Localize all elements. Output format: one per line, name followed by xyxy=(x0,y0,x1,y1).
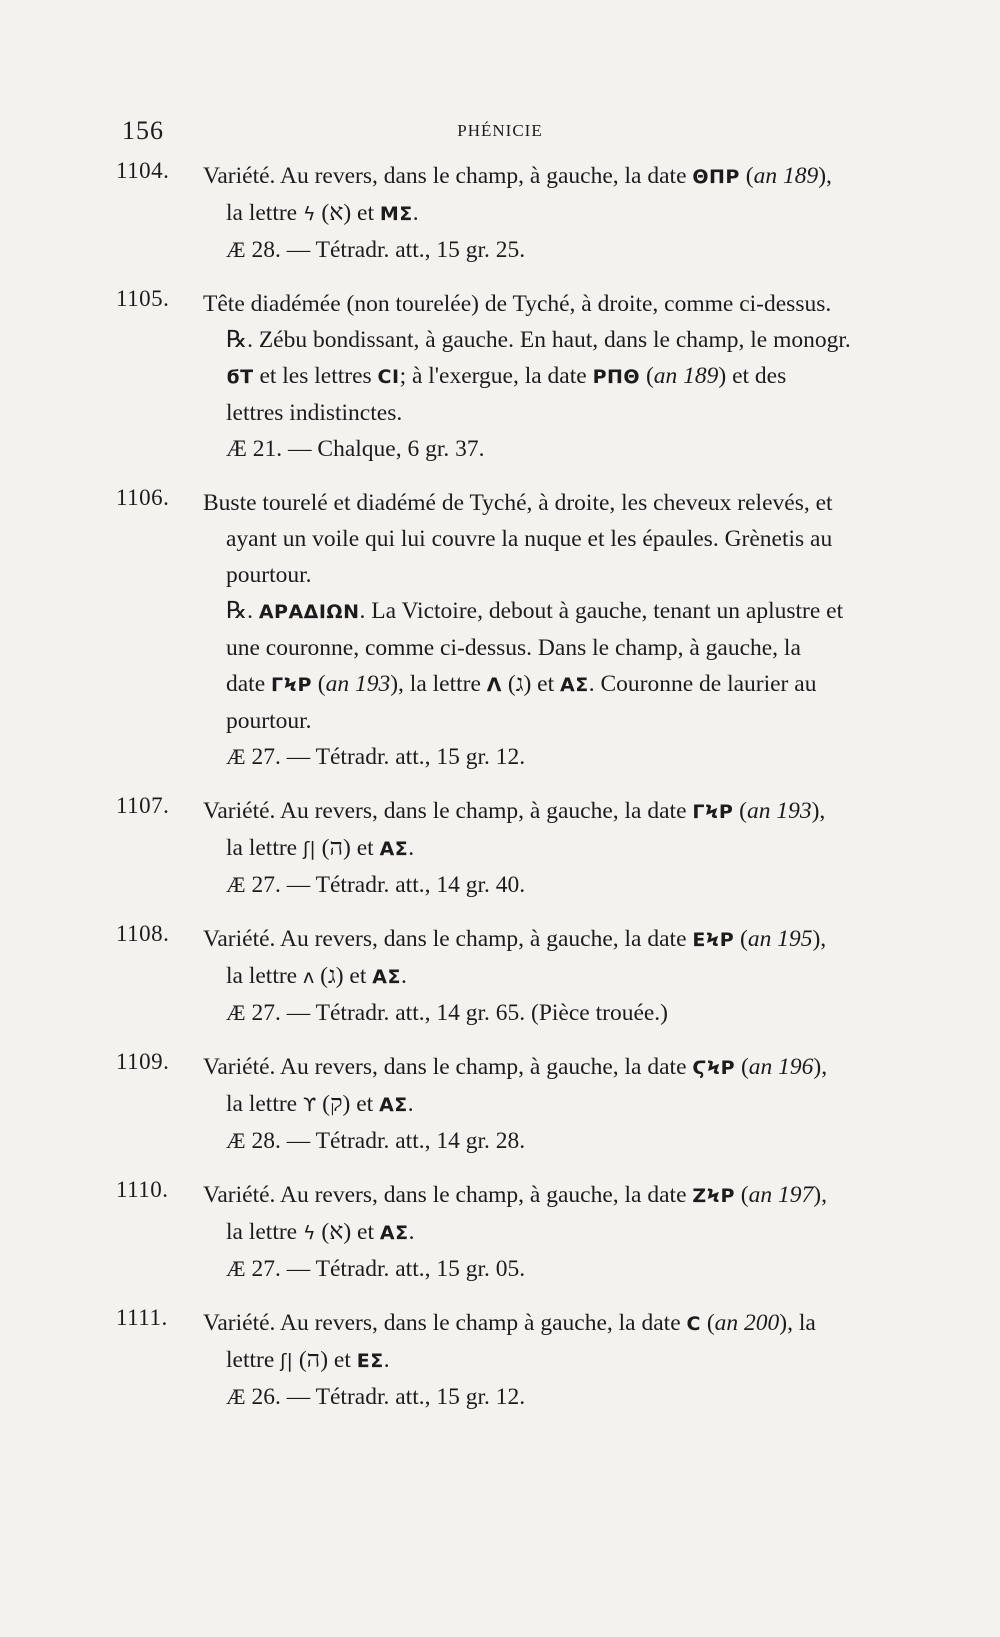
entry-line: une couronne, comme ci-dessus. Dans le champ, à gauche, la xyxy=(226,635,801,661)
entry-line: Buste tourelé et diadémé de Tyché, à droite, les cheveux relevés, et xyxy=(203,490,833,516)
catalogue-entry xyxy=(116,1177,916,1287)
entry-line: pourtour. xyxy=(226,708,312,734)
catalogue-entries xyxy=(116,158,916,1433)
entry-line: Variété. Au revers, dans le champ, à gauche, la date ΓϞΡ (an 193), xyxy=(203,798,826,824)
entry-line: Variété. Au revers, dans le champ à gauche, la date C (an 200), la xyxy=(203,1310,816,1336)
entry-number: 1109. xyxy=(116,1049,170,1074)
entry-line: Æ 21. — Chalque, 6 gr. 37. xyxy=(226,436,485,462)
page-header xyxy=(0,116,1000,156)
entry-line: la lettre ʌ (ג) et ΑΣ. xyxy=(226,963,407,989)
entry-line: Æ 27. — Tétradr. att., 14 gr. 40. xyxy=(226,872,526,898)
entry-line: Tête diadémée (non tourelée) de Tyché, à droite, comme ci-dessus. xyxy=(203,291,832,317)
catalogue-entry xyxy=(116,158,916,268)
entry-number: 1105. xyxy=(116,286,170,311)
catalogue-entry xyxy=(116,921,916,1031)
entry-number: 1106. xyxy=(116,485,170,510)
entry-line: ϭΤ et les lettres CI; à l'exergue, la date ΡΠΘ (an 189) et des xyxy=(226,363,787,389)
entry-line: la lettre ϒ (ק) et ΑΣ. xyxy=(226,1091,414,1117)
entry-line: Æ 27. — Tétradr. att., 15 gr. 12. xyxy=(226,744,526,770)
running-head: PHÉNICIE xyxy=(457,121,543,140)
entry-line: la lettre ϟ (א) et ΑΣ. xyxy=(226,1219,415,1245)
entry-line: Æ 26. — Tétradr. att., 15 gr. 12. xyxy=(226,1384,526,1410)
entry-line: Variété. Au revers, dans le champ, à gauche, la date ΘΠΡ (an 189), xyxy=(203,163,832,189)
entry-line: ℞. Zébu bondissant, à gauche. En haut, dans le champ, le monogr. xyxy=(226,327,851,353)
entry-line: lettres indistinctes. xyxy=(226,400,403,426)
entry-line: la lettre ϟ (א) et ΜΣ. xyxy=(226,200,419,226)
entry-line: Æ 27. — Tétradr. att., 14 gr. 65. (Pièce trouée.) xyxy=(226,1000,669,1026)
entry-number: 1111. xyxy=(116,1305,168,1330)
entry-number: 1108. xyxy=(116,921,170,946)
catalogue-entry xyxy=(116,1305,916,1415)
entry-line: Variété. Au revers, dans le champ, à gauche, la date ϚϞΡ (an 196), xyxy=(203,1054,828,1080)
entry-line: Æ 28. — Tétradr. att., 15 gr. 25. xyxy=(226,237,526,263)
entry-number: 1110. xyxy=(116,1177,169,1202)
entry-line: ayant un voile qui lui couvre la nuque et les épaules. Grènetis au xyxy=(226,526,833,552)
entry-line: ℞. ΑΡΑΔΙΩΝ. La Victoire, debout à gauche, tenant un aplustre et xyxy=(226,598,844,624)
entry-line: lettre ʃ| (ה) et ΕΣ. xyxy=(226,1347,390,1373)
entry-line: la lettre ʃ| (ה) et ΑΣ. xyxy=(226,835,415,861)
entry-line: pourtour. xyxy=(226,562,312,588)
entry-line: Variété. Au revers, dans le champ, à gauche, la date ΕϞΡ (an 195), xyxy=(203,926,827,952)
entry-number: 1104. xyxy=(116,158,170,183)
entry-line: Æ 28. — Tétradr. att., 14 gr. 28. xyxy=(226,1128,526,1154)
entry-line: date ΓϞΡ (an 193), la lettre Λ (ג) et ΑΣ. Couronne de laurier au xyxy=(226,671,817,697)
catalogue-entry xyxy=(116,286,916,467)
catalogue-entry xyxy=(116,793,916,903)
catalogue-entry xyxy=(116,1049,916,1159)
catalogue-entry xyxy=(116,485,916,775)
entry-number: 1107. xyxy=(116,793,170,818)
entry-line: Variété. Au revers, dans le champ, à gauche, la date ΖϞΡ (an 197), xyxy=(203,1182,827,1208)
page-number: 156 xyxy=(122,116,164,145)
entry-line: Æ 27. — Tétradr. att., 15 gr. 05. xyxy=(226,1256,526,1282)
